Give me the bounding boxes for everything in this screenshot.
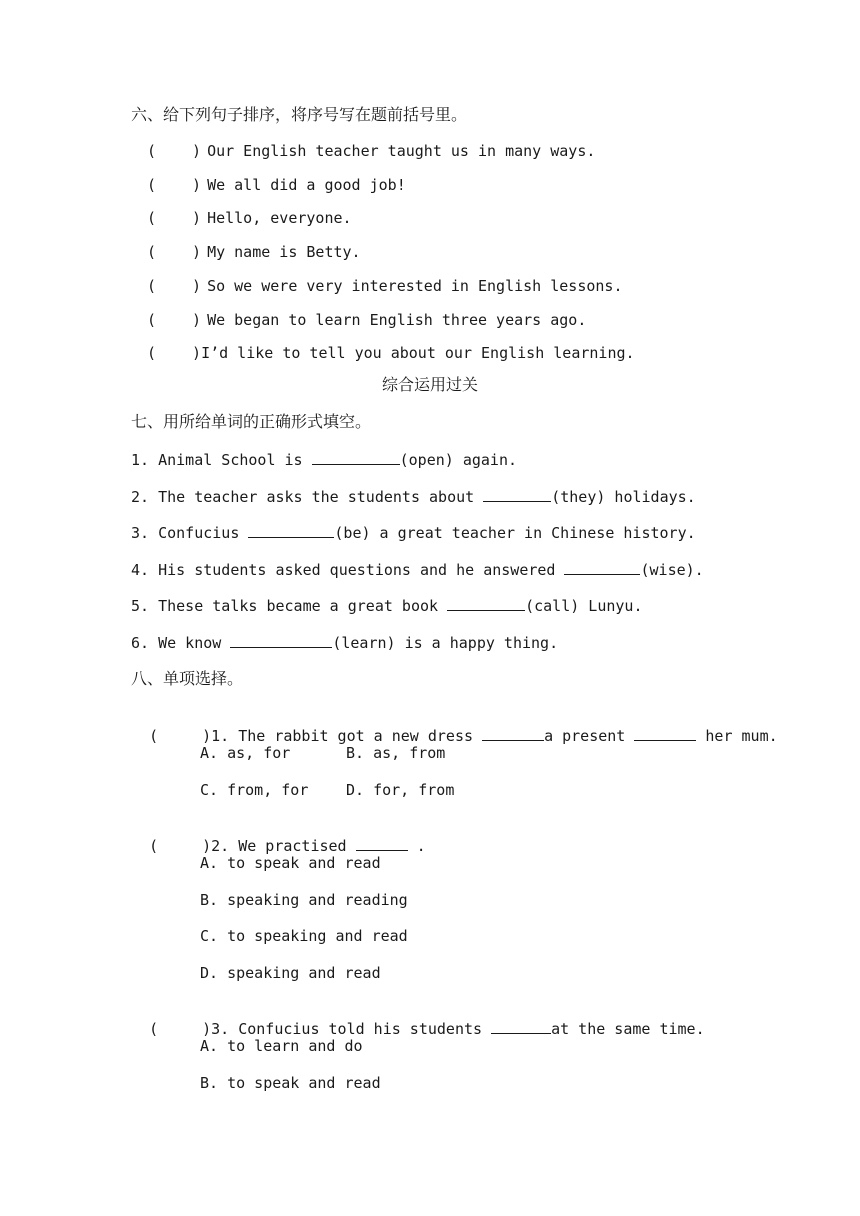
- fill-blank-item: [131, 560, 704, 580]
- answer-blank[interactable]: [312, 450, 400, 465]
- item-text: We know: [158, 634, 231, 652]
- answer-paren-close: ): [192, 176, 202, 194]
- option-a: A. as, for: [200, 744, 291, 762]
- answer-paren-open: (: [147, 344, 157, 362]
- question-3-prefix: )3. Confucius told his students: [202, 1020, 492, 1038]
- word-hint: (be) a great teacher in Chinese history.: [334, 524, 696, 542]
- answer-paren-open: (: [147, 209, 157, 227]
- question-3-end: at the same time.: [551, 1020, 705, 1038]
- sentence-order-item: [147, 276, 622, 296]
- item-number: 1.: [131, 451, 150, 469]
- sentence-order-item: [147, 175, 406, 195]
- option-d: D. speaking and read: [200, 964, 381, 982]
- answer-paren-close: ): [192, 243, 202, 261]
- fill-blank-item: [131, 450, 517, 470]
- answer-paren-open: (: [147, 243, 157, 261]
- sentence-text: Our English teacher taught us in many ways.: [207, 142, 596, 160]
- question-1-mid: a present: [544, 727, 635, 745]
- question-2: [131, 816, 426, 856]
- item-text: The teacher asks the students about: [158, 488, 484, 506]
- sentence-order-item: [147, 310, 586, 330]
- item-text: His students asked questions and he answered: [158, 561, 565, 579]
- question-2-prefix: )2. We practised: [202, 837, 356, 855]
- answer-blank[interactable]: [230, 633, 332, 648]
- sentence-order-item: [147, 343, 635, 363]
- blank[interactable]: [482, 726, 544, 741]
- answer-blank[interactable]: [447, 596, 525, 611]
- sentence-text: Hello, everyone.: [207, 209, 352, 227]
- item-number: 4.: [131, 561, 150, 579]
- answer-paren-close: ): [192, 142, 202, 160]
- option-d: D. for, from: [346, 781, 455, 799]
- question-3: [131, 999, 705, 1039]
- part-title: 综合运用过关: [381, 375, 478, 394]
- option-c: C. to speaking and read: [200, 927, 408, 945]
- word-hint: (open) again.: [399, 451, 518, 469]
- item-number: 2.: [131, 488, 150, 506]
- question-1: [131, 706, 778, 746]
- blank[interactable]: [356, 836, 408, 851]
- answer-paren-open: (: [149, 1020, 159, 1038]
- fill-blank-item: [131, 633, 558, 653]
- word-hint: (learn) is a happy thing.: [332, 634, 559, 652]
- question-1-end: her mum.: [696, 727, 778, 745]
- word-hint: (call) Lunyu.: [525, 597, 643, 615]
- blank[interactable]: [491, 1019, 551, 1034]
- option-b: B. to speak and read: [200, 1074, 381, 1092]
- answer-paren-open: (: [149, 727, 159, 745]
- section-6-heading: 六、给下列句子排序，将序号写在题前括号里。: [131, 105, 468, 124]
- answer-paren-open: (: [147, 277, 157, 295]
- sentence-text: We all did a good job!: [207, 176, 406, 194]
- fill-blank-item: [131, 596, 642, 616]
- sentence-text: So we were very interested in English lessons.: [207, 277, 623, 295]
- option-a: A. to learn and do: [200, 1037, 363, 1055]
- option-a: A. to speak and read: [200, 854, 381, 872]
- option-c: C. from, for: [200, 781, 309, 799]
- answer-paren-close: ): [192, 311, 202, 329]
- sentence-order-item: [147, 242, 361, 262]
- section-7-heading: 七、用所给单词的正确形式填空。: [131, 412, 372, 431]
- sentence-text: I’d like to tell you about our English learning.: [201, 344, 635, 362]
- answer-blank[interactable]: [564, 560, 640, 575]
- option-b: B. as, from: [346, 744, 446, 762]
- answer-paren-close: ): [192, 277, 202, 295]
- item-text: Confucius: [158, 524, 249, 542]
- item-number: 6.: [131, 634, 150, 652]
- sentence-text: My name is Betty.: [207, 243, 361, 261]
- answer-paren-open: (: [149, 837, 159, 855]
- word-hint: (they) holidays.: [551, 488, 696, 506]
- sentence-text: We began to learn English three years ago.: [207, 311, 587, 329]
- answer-paren-open: (: [147, 142, 157, 160]
- fill-blank-item: [131, 523, 696, 543]
- word-hint: (wise).: [640, 561, 704, 579]
- sentence-order-item: [147, 208, 352, 228]
- item-number: 5.: [131, 597, 150, 615]
- question-2-end: .: [407, 837, 426, 855]
- item-text: Animal School is: [158, 451, 312, 469]
- answer-paren-close: ): [192, 209, 202, 227]
- option-b: B. speaking and reading: [200, 891, 408, 909]
- sentence-order-item: [147, 141, 595, 161]
- item-number: 3.: [131, 524, 150, 542]
- fill-blank-item: [131, 487, 696, 507]
- answer-blank[interactable]: [248, 523, 334, 538]
- answer-paren-open: (: [147, 311, 157, 329]
- answer-paren-open: (: [147, 176, 157, 194]
- section-8-heading: 八、单项选择。: [131, 669, 244, 688]
- question-1-prefix: )1. The rabbit got a new dress: [202, 727, 483, 745]
- answer-paren-close: ): [192, 344, 202, 362]
- blank[interactable]: [634, 726, 696, 741]
- answer-blank[interactable]: [483, 487, 551, 502]
- item-text: These talks became a great book: [158, 597, 448, 615]
